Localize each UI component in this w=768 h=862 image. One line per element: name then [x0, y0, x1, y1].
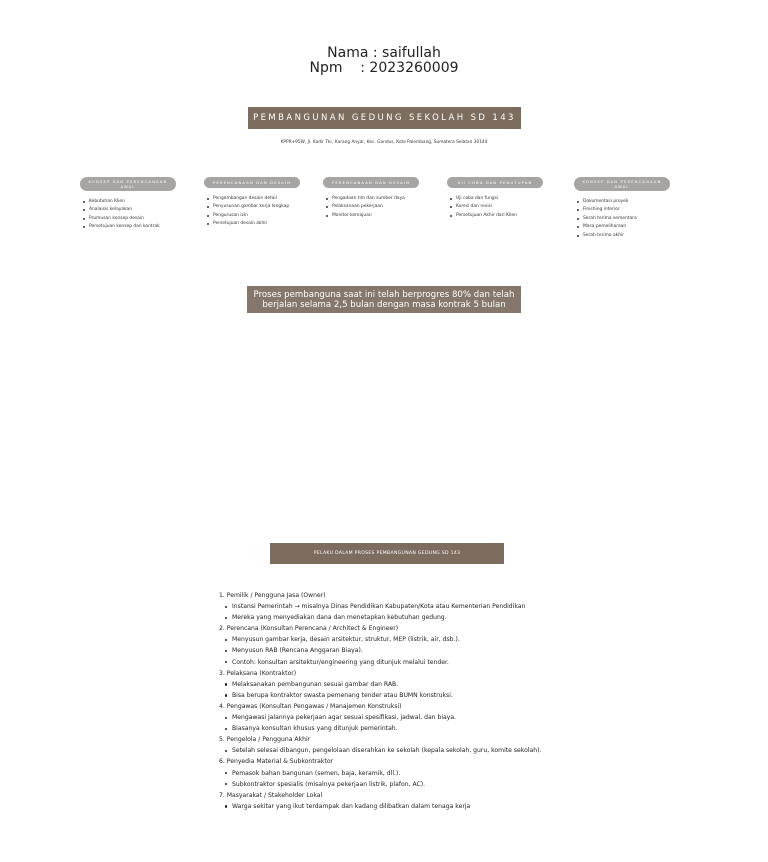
progress-line: Proses pembanguna saat ini telah berprogres 80% dan telah: [253, 289, 515, 300]
list-item: Pelaksanaan pekerjaan: [332, 203, 419, 211]
list-item: Pengembangan desain detail: [213, 195, 300, 203]
phase-column: [447, 177, 543, 220]
list-item: Masa pemeliharaan: [583, 223, 670, 231]
list-item: Analaisis kelayakan: [89, 206, 176, 214]
list-item: Melaksanakan pembangunan sesuai gambar dan RAB.: [219, 679, 759, 690]
list-item: Persetujuan Akhir dari Klien: [456, 212, 543, 220]
role-block: [219, 623, 759, 667]
actors-list: [219, 590, 759, 812]
phase-column: [204, 177, 300, 229]
phase-label: KONSEP DAN PERENCANAAN AWAL: [80, 177, 176, 191]
phase-label: KONSEP DAN PERENCANAAN AWAL: [574, 177, 670, 191]
progress-line: berjalan selama 2,5 bulan dengan masa kontrak 5 bulan: [262, 299, 506, 310]
list-item: Koresi dan revisi: [456, 203, 543, 211]
list-item: Subkontraktor spesialis (misalnya pekerjaan listrik, plafon, AC).: [219, 779, 759, 790]
phase-label: PERENCANAAN DAN DESAIN: [323, 177, 419, 188]
list-item: Bisa berupa kontraktor swasta pemenang tender atau BUMN konstruksi.: [219, 690, 759, 701]
list-item: Persetujuan desain akhir: [213, 220, 300, 228]
role-block: [219, 756, 759, 789]
role-title: 4. Pengawas (Konsultan Pengawas / Manajemen Konstruksi): [219, 702, 402, 710]
list-item: Serah terima sementara: [583, 215, 670, 223]
list-item: Dokumentasi proyek: [583, 198, 670, 206]
list-item: Menyusun RAB (Rencana Anggaran Biaya).: [219, 645, 759, 656]
role-block: [219, 590, 759, 623]
role-title: 3. Pelaksana (Kontraktor): [219, 669, 297, 677]
list-item: Kebutuhan Klien: [89, 198, 176, 206]
list-item: Monitor kemajuan: [332, 212, 419, 220]
phase-list: [574, 198, 670, 240]
list-item: Mengawasi jalannya pekerjaan agar sesuai spesifikasi, jadwal, dan biaya.: [219, 712, 759, 723]
role-block: [219, 668, 759, 701]
list-item: Instansi Pemerintah → misalnya Dinas Pendidikan Kabupaten/Kota atau Kementerian Pendidikan: [219, 601, 759, 612]
list-item: Pengadaan tim dan sumber daya: [332, 195, 419, 203]
role-block: [219, 701, 759, 734]
list-item: Serah terima akhir: [583, 232, 670, 240]
list-item: Biasanya konsultan khusus yang ditunjuk pemerintah.: [219, 723, 759, 734]
list-item: Finishing interior: [583, 206, 670, 214]
phase-column: [323, 177, 419, 220]
phase-column: [80, 177, 176, 232]
phase-label: UJI COBA DAN PENUTUPAN: [447, 177, 543, 188]
list-item: Penyusunan gambar kerja lengkap: [213, 203, 300, 211]
list-item: Warga sekitar yang ikut terdampak dan kadang dilibatkan dalam tenaga kerja: [219, 801, 759, 812]
list-item: Contoh: konsultan arsitektur/engineering yang ditunjuk melalui tender.: [219, 657, 759, 668]
role-title: 1. Pemilik / Pengguna Jasa (Owner): [219, 592, 326, 599]
student-header: [0, 46, 768, 76]
list-item: Pengurusan izin: [213, 212, 300, 220]
role-block: [219, 734, 759, 756]
role-block: [219, 790, 759, 812]
list-item: Uji coba dan fungsi: [456, 195, 543, 203]
progress-note: [247, 286, 521, 313]
phase-label: PERENCANAAN DAN DESAIN: [204, 177, 300, 188]
project-title: PEMBANGUNAN GEDUNG SEKOLAH SD 143: [248, 107, 521, 129]
actors-heading: PELAKU DALAM PROSES PEMBANGUNAN GEDUNG SD 143: [270, 543, 504, 564]
phase-list: [323, 195, 419, 220]
list-item: Mereka yang menyediakan dana dan menetapkan kebutuhan gedung.: [219, 612, 759, 623]
student-name: Nama : saifullah: [327, 45, 441, 61]
role-title: 7. Masyarakat / Stakeholder Lokal: [219, 791, 323, 799]
phase-list: [80, 198, 176, 232]
phase-list: [447, 195, 543, 220]
role-title: 6. Penyedia Material & Subkontraktor: [219, 758, 334, 766]
student-npm: Npm : 2023260009: [309, 60, 459, 76]
list-item: Setelah selesai dibangun, pengelolaan diserahkan ke sekolah (kepala sekolah, guru, komite sekolah).: [219, 745, 759, 756]
role-title: 2. Perencana (Konsultan Perencana / Architect & Engineer): [219, 625, 399, 633]
list-item: Prumusan konsep desain: [89, 215, 176, 223]
role-title: 5. Pengelola / Pengguna Akhir: [219, 736, 311, 744]
list-item: Persetujuan konsep dan kontrak: [89, 223, 176, 231]
list-item: Pemasok bahan bangunan (semen, baja, keramik, dll.).: [219, 768, 759, 779]
list-item: Menyusun gambar kerja, desain arsitektur, struktur, MEP (listrik, air, dsb.).: [219, 634, 759, 645]
phase-column: [574, 177, 670, 240]
phase-list: [204, 195, 300, 229]
project-address: KPPR+95W, Jl. Kadir Tkr, Karang Anyar, Kec. Gandus, Kota Palembang, Sumatera Selatan 30144: [280, 140, 488, 145]
